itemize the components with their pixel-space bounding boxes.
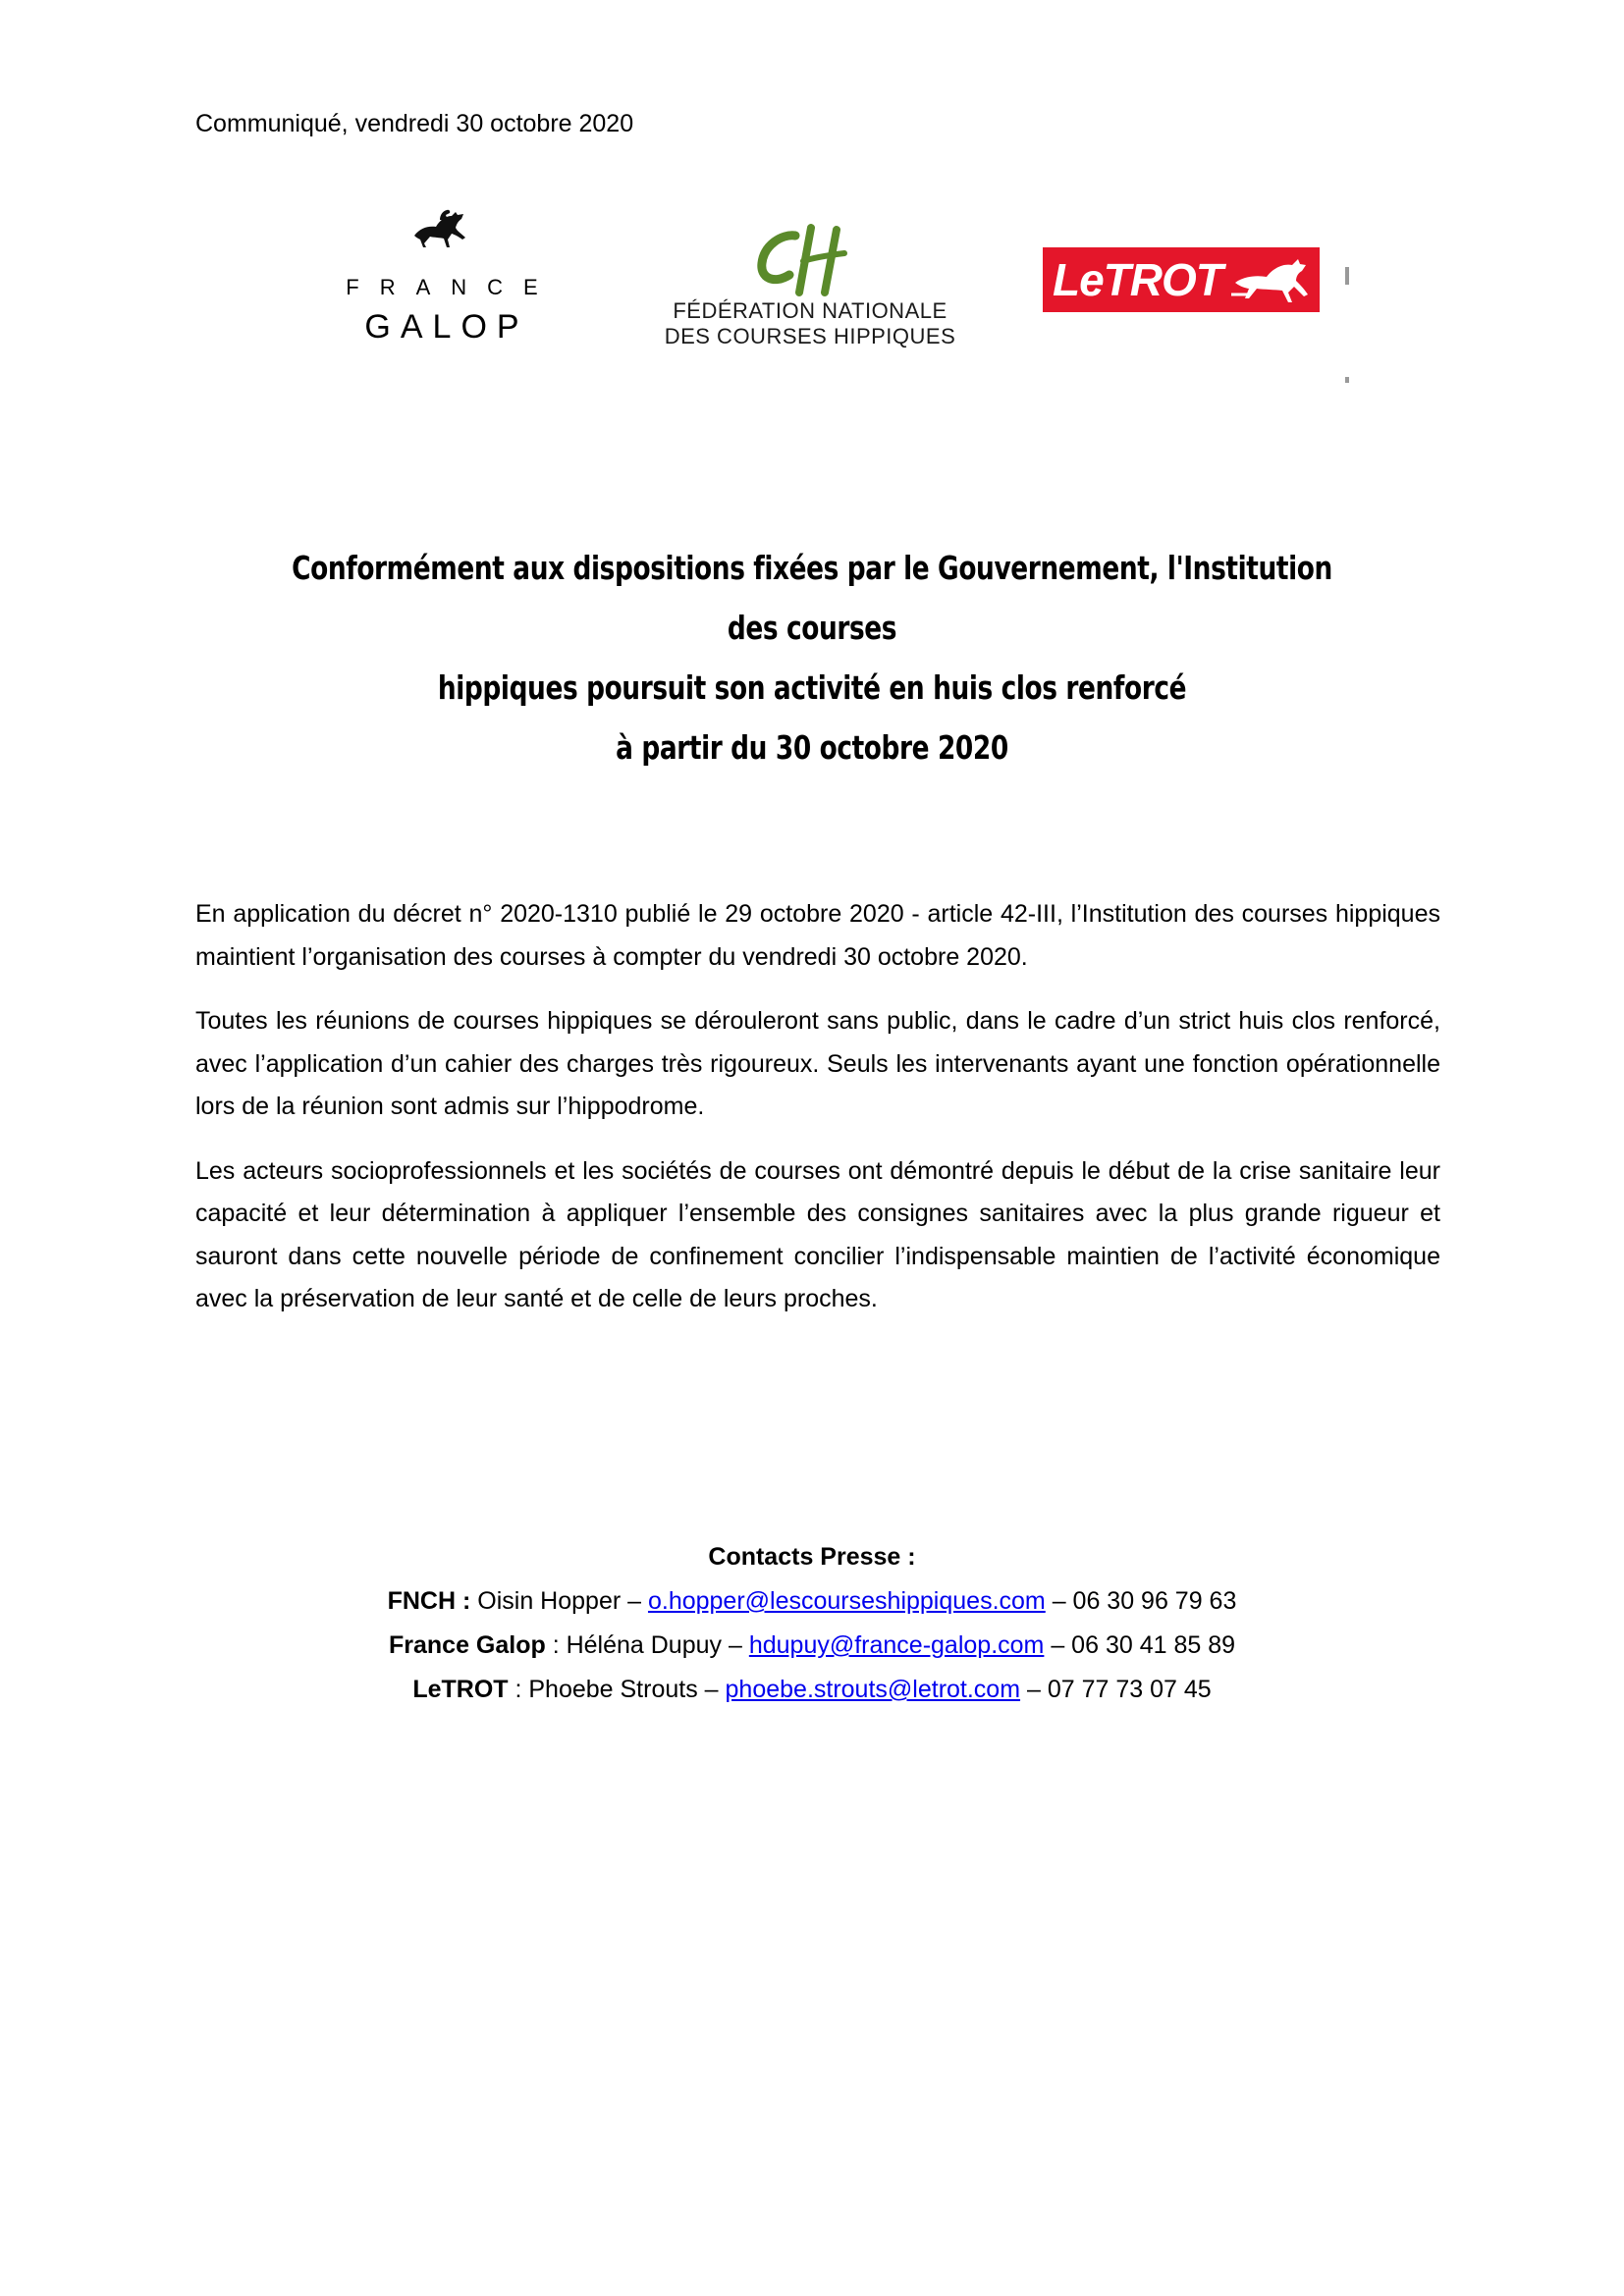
press-contacts — [196, 1535, 1428, 1712]
contact-phone: – 06 30 41 85 89 — [1044, 1631, 1236, 1659]
contact-phone: – 06 30 96 79 63 — [1045, 1587, 1237, 1615]
contact-person: Oisin Hopper – — [470, 1587, 648, 1615]
headline-line3: à partir du 30 octobre 2020 — [616, 728, 1008, 767]
headline-line1: Conformément aux dispositions fixées par le Gouvernement, l'Institution des courses — [292, 549, 1332, 647]
trotter-horse-icon — [1229, 253, 1312, 306]
contact-org: FNCH : — [387, 1587, 471, 1615]
racehorse-jockey-icon — [410, 206, 469, 249]
contact-person: : Phoebe Strouts – — [508, 1676, 726, 1703]
body-text — [195, 893, 1440, 1343]
contact-phone: – 07 77 73 07 45 — [1020, 1676, 1212, 1703]
dateline: Communiqué, vendredi 30 octobre 2020 — [195, 110, 634, 137]
contact-person: : Héléna Dupuy – — [545, 1631, 749, 1659]
edge-tick-mark — [1345, 377, 1349, 383]
contact-org: LeTROT — [412, 1676, 509, 1703]
contact-line-letrot — [196, 1668, 1428, 1712]
contacts-title: Contacts Presse : — [708, 1543, 916, 1571]
contact-email-link[interactable]: phoebe.strouts@letrot.com — [725, 1676, 1021, 1703]
headline — [280, 538, 1343, 777]
contact-email-link[interactable]: hdupuy@france-galop.com — [748, 1631, 1045, 1659]
fnch-logo-line2: DES COURSES HIPPIQUES — [664, 324, 956, 348]
contact-email-link[interactable]: o.hopper@lescourseshippiques.com — [647, 1587, 1046, 1615]
contact-org: France Galop — [388, 1631, 546, 1659]
france-galop-logo-line1: FRANCE — [346, 275, 559, 299]
contact-line-france-galop — [196, 1624, 1428, 1668]
letrot-logo-text: LeTROT — [1053, 254, 1222, 305]
fnch-logo — [648, 224, 972, 351]
contact-line-fnch — [196, 1579, 1428, 1624]
paragraph: En application du décret n° 2020-1310 publié le 29 octobre 2020 - article 42-III, l’Institution des courses hippiques maintient l’organisation des courses à compter du vendredi 30 octobre 2020. — [195, 900, 1440, 971]
fnch-ch-mark-icon — [746, 224, 874, 297]
paragraph: Toutes les réunions de courses hippiques se dérouleront sans public, dans le cadre d’un strict huis clos renforcé, avec l’application d’un cahier des charges très rigoureux. Seuls les intervenants ayant une fonction opérationnelle lors de la réunion sont admis sur l’hippodrome. — [195, 1007, 1440, 1120]
paragraph: Les acteurs socioprofessionnels et les sociétés de courses ont démontré depuis le début de la crise sanitaire leur capacité et leur détermination à appliquer l’ensemble des consignes sanitaires avec la plus grande rigueur et sauront dans cette nouvelle période de confinement concilier l’indispensable maintien de l’activité économique avec la préservation de leur santé et de celle de leurs proches. — [195, 1156, 1440, 1312]
headline-line2: hippiques poursuit son activité en huis clos renforcé — [437, 668, 1187, 707]
fnch-logo-line1: FÉDÉRATION NATIONALE — [673, 298, 947, 323]
france-galop-logo-line2: GALOP — [364, 308, 529, 346]
edge-tick-mark — [1345, 267, 1349, 285]
france-galop-logo — [295, 206, 589, 353]
letrot-logo — [1043, 247, 1320, 312]
